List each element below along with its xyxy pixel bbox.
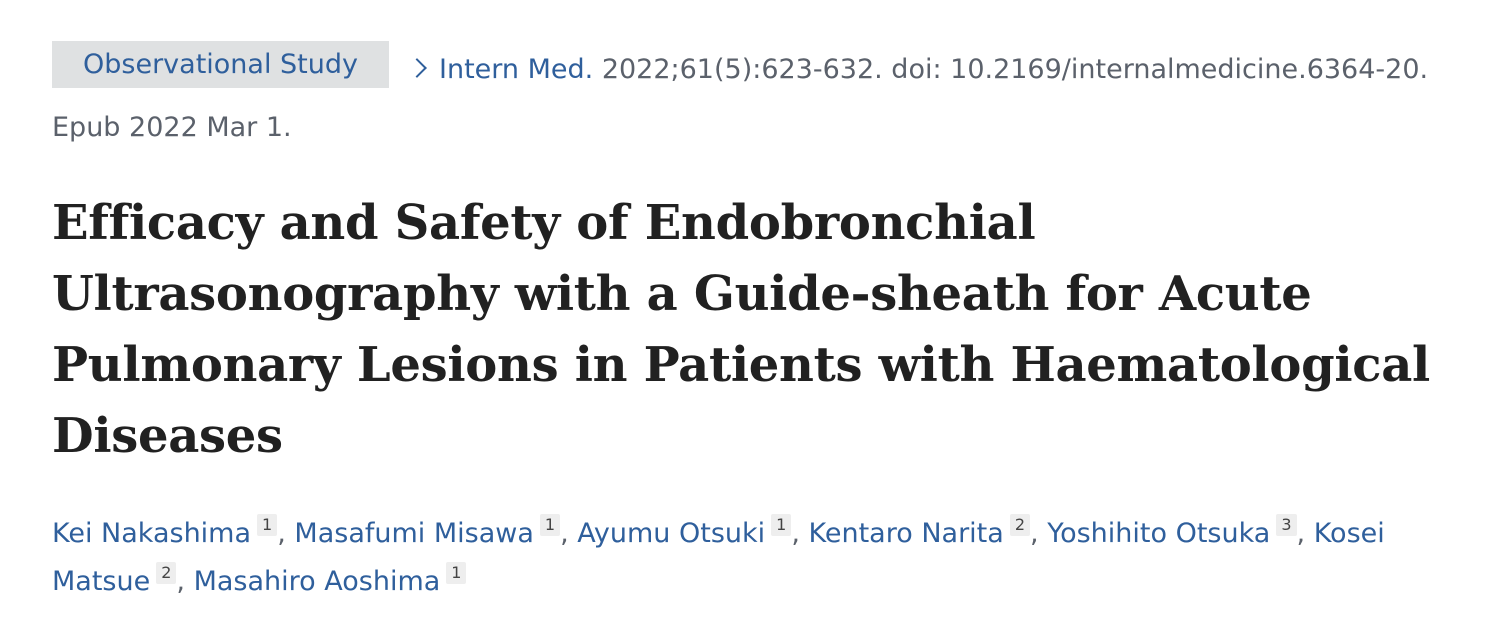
affiliation-badge[interactable]: 1 — [257, 514, 277, 536]
affiliation-badge[interactable]: 1 — [540, 514, 560, 536]
author-link[interactable]: Kei Nakashima — [52, 518, 252, 549]
author-link[interactable]: Kosei Matsue — [52, 518, 1385, 597]
author-link[interactable]: Masafumi Misawa — [294, 518, 534, 549]
affiliation-badge[interactable]: 1 — [446, 562, 466, 584]
affiliation-badge[interactable]: 2 — [1010, 514, 1030, 536]
author-item — [294, 515, 578, 549]
author-link[interactable]: Yoshihito Otsuka — [1047, 518, 1271, 549]
article-title: Efficacy and Safety of Endobronchial Ultrasonography with a Guide-sheath for Acute Pulmonary Lesions in Patients with Haematological Diseases — [52, 195, 1430, 464]
author-separator: , — [176, 566, 194, 597]
affiliation-badge[interactable]: 3 — [1276, 514, 1296, 536]
author-separator: , — [791, 518, 809, 549]
article-type-badge[interactable]: Observational Study — [52, 41, 389, 88]
author-separator: , — [1030, 518, 1048, 549]
author-item — [193, 563, 467, 597]
author-item — [1047, 515, 1314, 549]
affiliation-badge[interactable]: 2 — [156, 562, 176, 584]
author-link[interactable]: Masahiro Aoshima — [193, 566, 441, 597]
author-item — [577, 515, 809, 549]
author-link[interactable]: Ayumu Otsuki — [577, 518, 766, 549]
chevron-right-icon — [407, 58, 427, 78]
citation-details: 2022;61(5):623-632. doi: 10.2169/internalmedicine.6364-20. Epub 2022 Mar 1. — [52, 54, 1429, 143]
journal-link[interactable]: Intern Med. — [439, 54, 594, 85]
author-separator: , — [1296, 518, 1314, 549]
author-separator: , — [277, 518, 295, 549]
author-link[interactable]: Kentaro Narita — [808, 518, 1004, 549]
author-item — [808, 515, 1048, 549]
affiliation-badge[interactable]: 1 — [771, 514, 791, 536]
author-item — [52, 515, 295, 549]
article-header — [52, 41, 1472, 157]
author-list — [52, 510, 1472, 606]
author-separator: , — [560, 518, 578, 549]
